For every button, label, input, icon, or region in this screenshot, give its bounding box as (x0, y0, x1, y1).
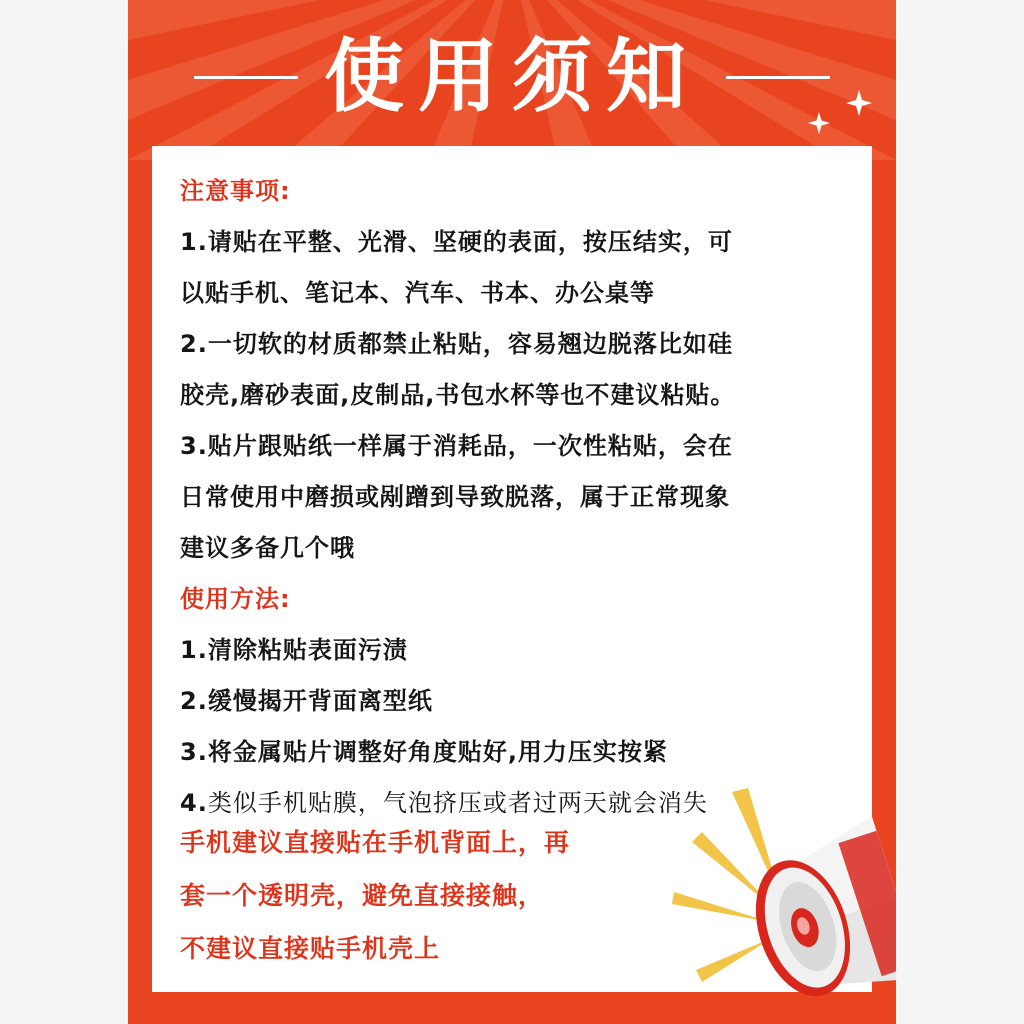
tip-line: 套一个透明壳，避免直接接触， (180, 881, 545, 910)
sparkle-icon (846, 90, 872, 116)
notes-line: 日常使用中磨损或剐蹭到导致脱落，属于正常现象 (180, 483, 730, 511)
notes-line: 建议多备几个哦 (180, 534, 355, 562)
megaphone-icon (652, 782, 896, 1022)
notice-content (180, 166, 850, 829)
title-left-rule (194, 76, 298, 79)
usage-heading: 使用方法: (180, 585, 291, 613)
notes-line: 以贴手机、笔记本、汽车、书本、办公桌等 (180, 279, 655, 307)
title-banner (128, 22, 896, 132)
title-right-rule (726, 76, 830, 79)
notes-line: 1.请贴在平整、光滑、坚硬的表面，按压结实，可 (180, 228, 733, 256)
notes-line: 胶壳,磨砂表面,皮制品,书包水杯等也不建议粘贴。 (180, 381, 736, 409)
usage-step: 1.清除粘贴表面污渍 (180, 636, 408, 664)
notes-heading: 注意事项: (180, 177, 291, 205)
notes-line: 3.贴片跟贴纸一样属于消耗品，一次性粘贴，会在 (180, 432, 733, 460)
tip-line: 不建议直接贴手机壳上 (180, 934, 441, 963)
usage-step-4-number: 4. (180, 789, 208, 817)
notice-card (152, 146, 872, 992)
notes-line: 2.一切软的材质都禁止粘贴，容易翘边脱落比如硅 (180, 330, 733, 358)
sparkle-icon (808, 112, 830, 134)
usage-step: 3.将金属贴片调整好角度贴好,用力压实按紧 (180, 738, 668, 766)
notice-poster (128, 0, 896, 1024)
page-title: 使用须知 (324, 30, 700, 123)
phone-tip (180, 816, 570, 975)
tip-line: 手机建议直接贴在手机背面上，再 (180, 828, 571, 857)
usage-step: 2.缓慢揭开背面离型纸 (180, 687, 433, 715)
usage-step-4-text: 类似手机贴膜，气泡挤压或者过两天就会消失 (207, 789, 708, 817)
